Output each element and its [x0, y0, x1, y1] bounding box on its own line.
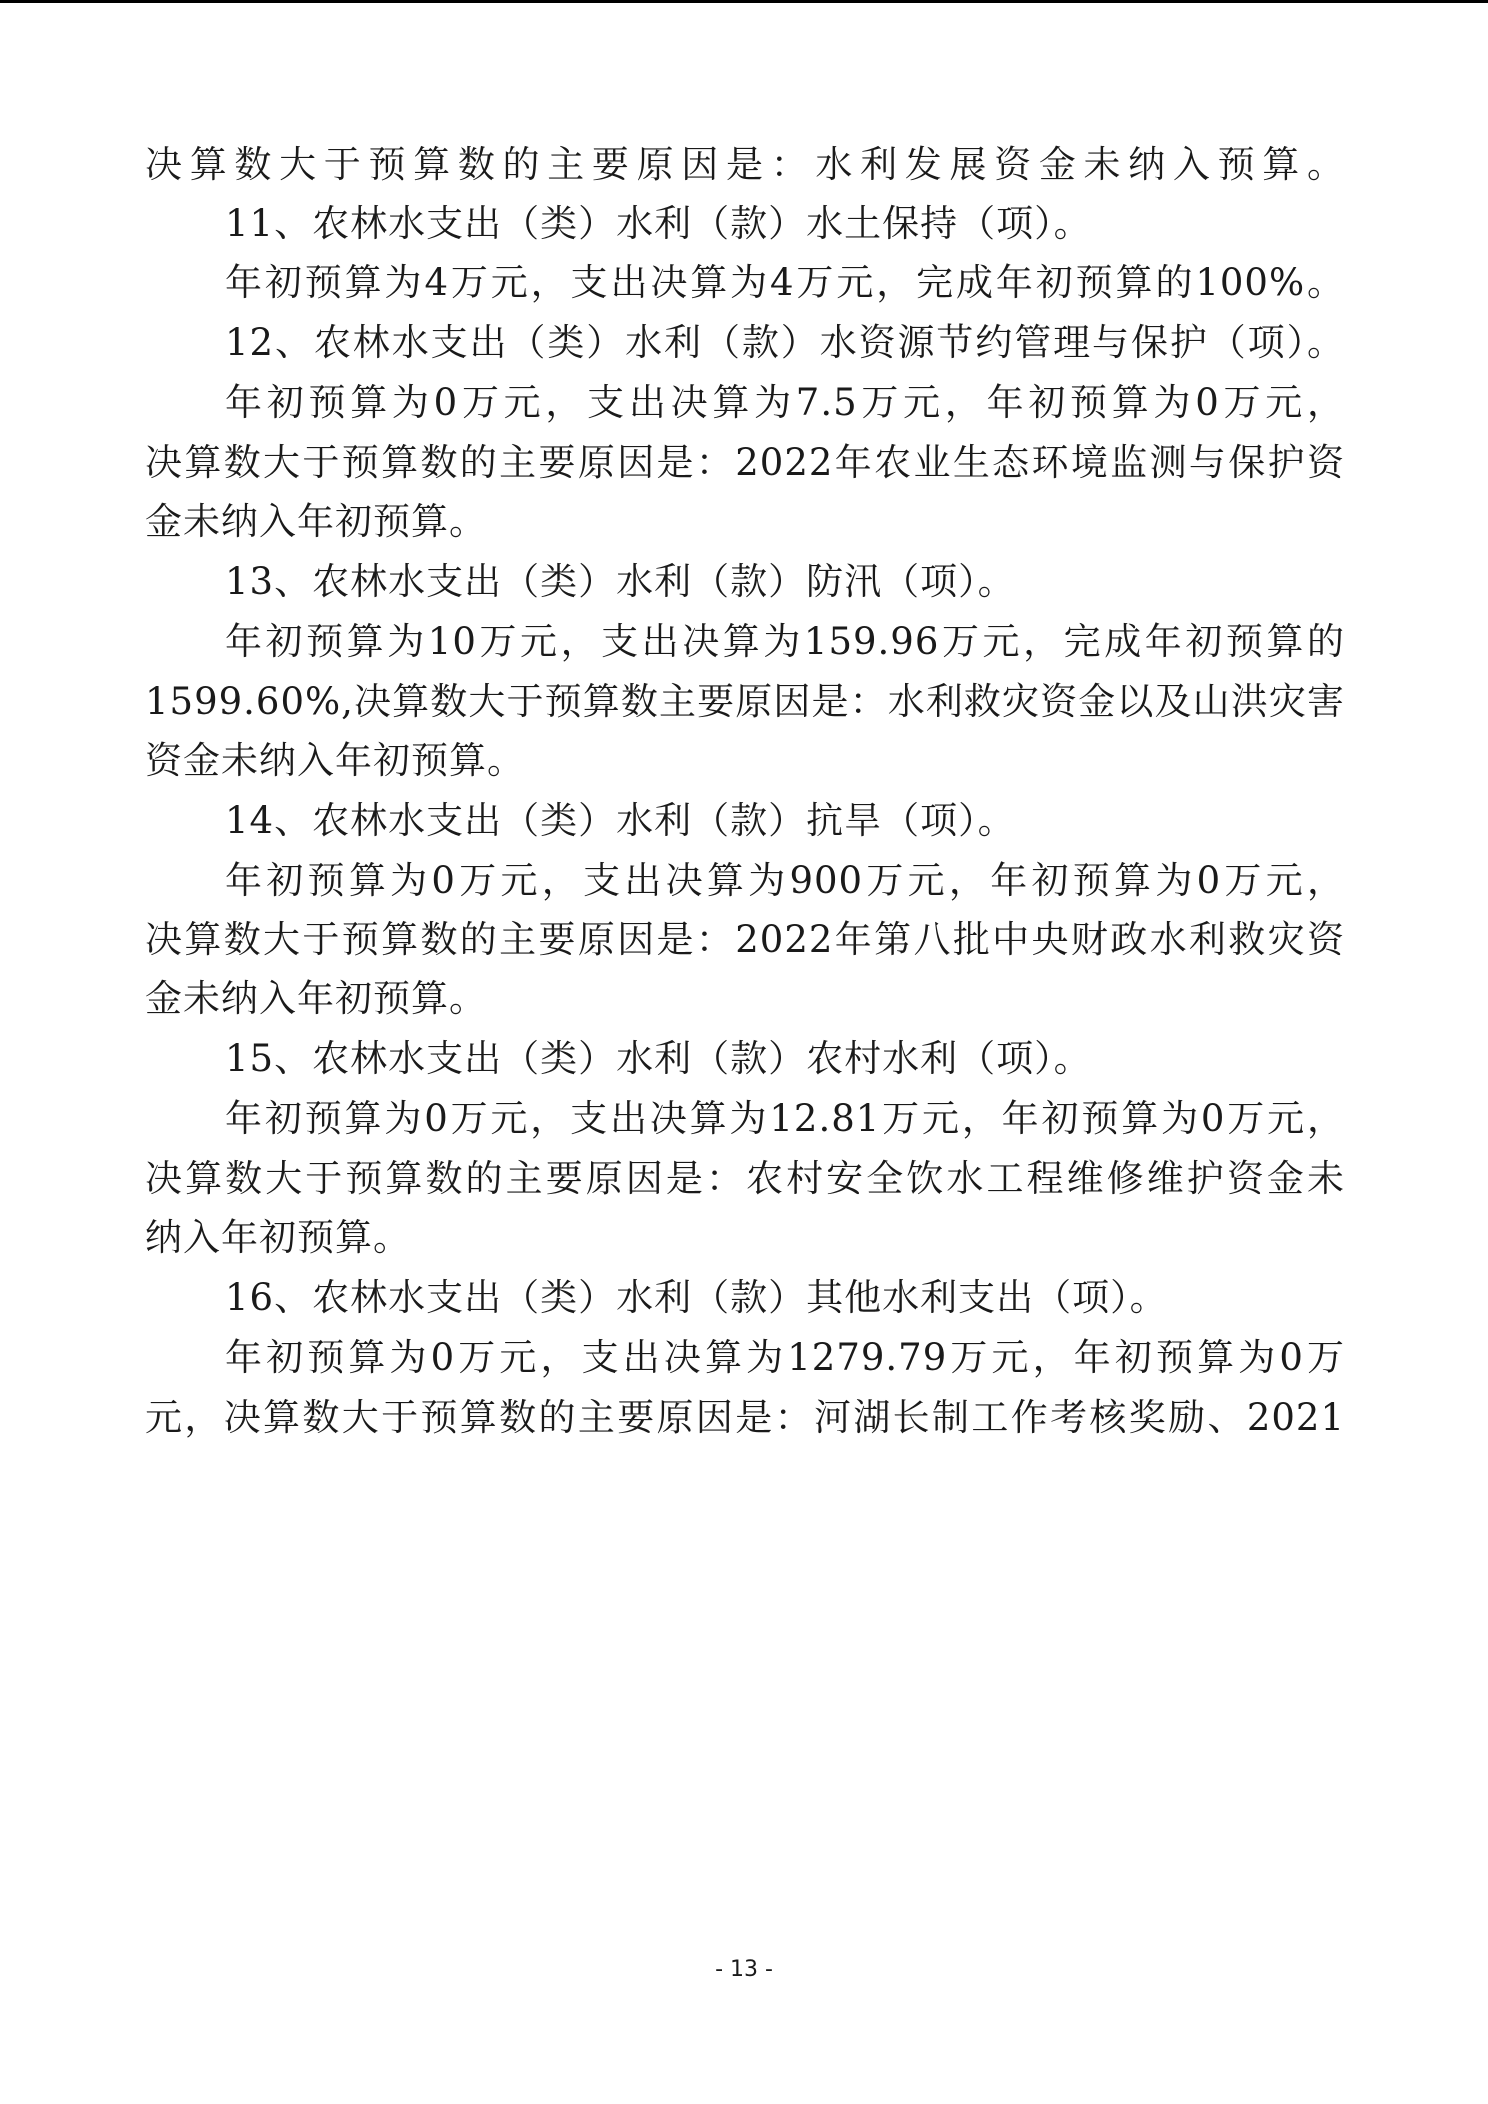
paragraph-line: 年初预算为0万元，支出决算为900万元，年初预算为0万元， — [225, 859, 1345, 902]
paragraph-line: 决算数大于预算数的主要原因是：农村安全饮水工程维修维护资金未 — [145, 1157, 1345, 1200]
section-heading-16: 16、农林水支出（类）水利（款）其他水利支出（项）。 — [225, 1276, 1168, 1319]
page-number: - 13 - — [715, 1957, 773, 1982]
page-top-border — [0, 0, 1488, 3]
paragraph-line: 决算数大于预算数的主要原因是：2022年农业生态环境监测与保护资 — [145, 441, 1345, 484]
section-heading-12: 12、农林水支出（类）水利（款）水资源节约管理与保护（项）。 — [225, 321, 1345, 364]
section-heading-14: 14、农林水支出（类）水利（款）抗旱（项）。 — [225, 799, 1016, 842]
paragraph-line: 元，决算数大于预算数的主要原因是：河湖长制工作考核奖励、2021 — [145, 1396, 1345, 1439]
paragraph-line: 年初预算为10万元，支出决算为159.96万元，完成年初预算的 — [225, 620, 1345, 663]
paragraph-line: 决算数大于预算数的主要原因是：2022年第八批中央财政水利救灾资 — [145, 918, 1345, 961]
paragraph-line: 年初预算为0万元，支出决算为7.5万元，年初预算为0万元， — [225, 381, 1345, 424]
paragraph-line: 决算数大于预算数的主要原因是：水利发展资金未纳入预算。 — [145, 143, 1345, 186]
paragraph-line: 金未纳入年初预算。 — [145, 500, 487, 543]
paragraph-line: 年初预算为0万元，支出决算为1279.79万元，年初预算为0万 — [225, 1336, 1345, 1379]
section-heading-15: 15、农林水支出（类）水利（款）农村水利（项）。 — [225, 1037, 1092, 1080]
paragraph-line: 年初预算为4万元，支出决算为4万元，完成年初预算的100%。 — [225, 261, 1345, 304]
paragraph-line: 资金未纳入年初预算。 — [145, 739, 525, 782]
section-heading-13: 13、农林水支出（类）水利（款）防汛（项）。 — [225, 560, 1016, 603]
paragraph-line: 1599.60%,决算数大于预算数主要原因是：水利救灾资金以及山洪灾害 — [145, 680, 1345, 723]
section-heading-11: 11、农林水支出（类）水利（款）水土保持（项）。 — [225, 202, 1092, 245]
paragraph-line: 纳入年初预算。 — [145, 1216, 411, 1259]
paragraph-line: 金未纳入年初预算。 — [145, 977, 487, 1020]
paragraph-line: 年初预算为0万元，支出决算为12.81万元，年初预算为0万元， — [225, 1097, 1345, 1140]
